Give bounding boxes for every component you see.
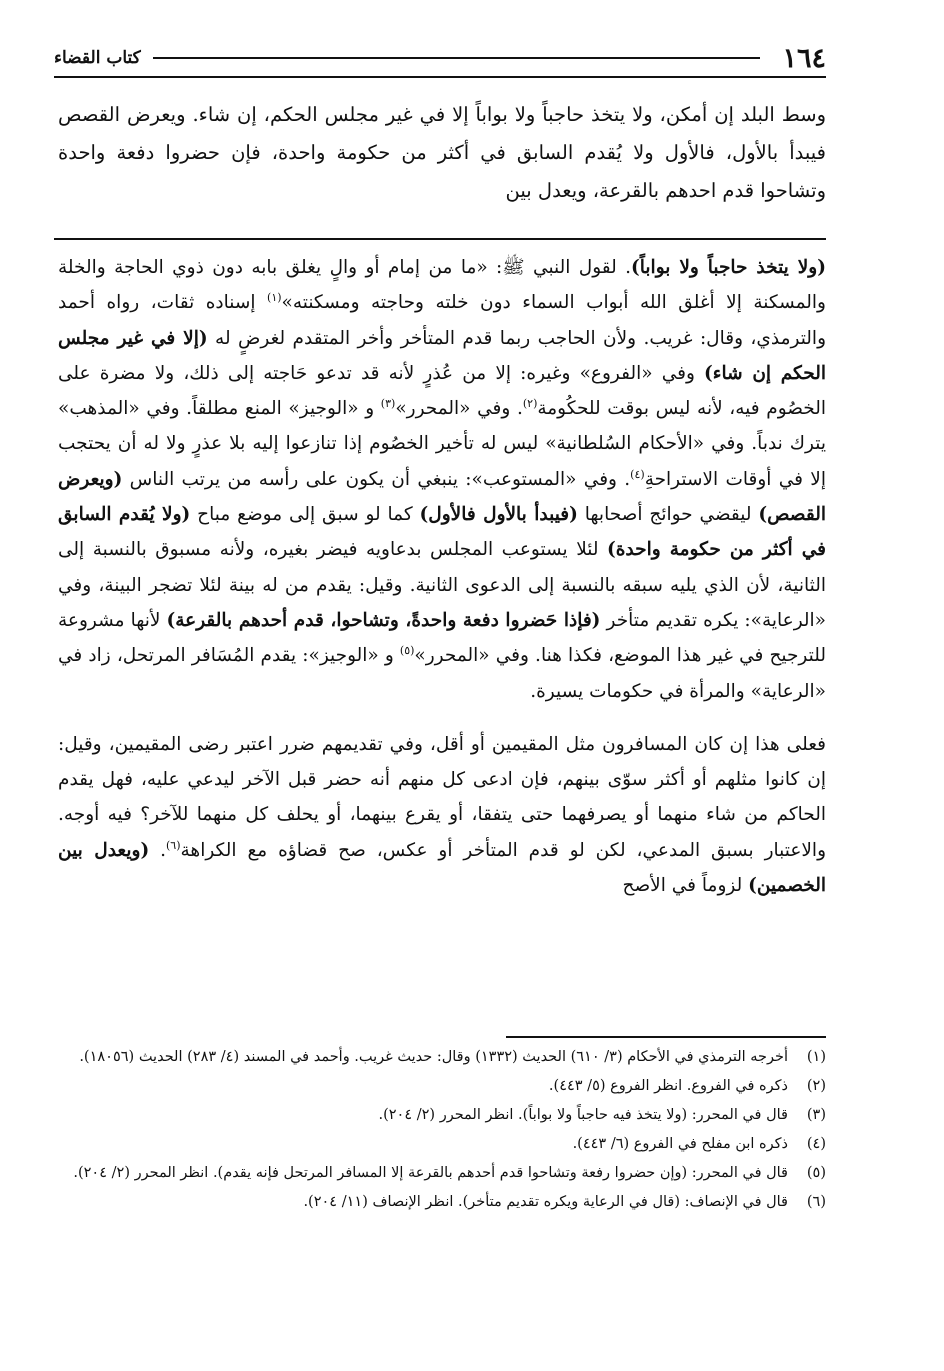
footnote-text: قال في الإنصاف: (قال في الرعاية ويكره تقديم متأخر). انظر الإنصاف (١١/ ٢٠٤). [303,1194,788,1210]
commentary-text: . [149,839,166,861]
footnote-text: قال في المحرر: (وإن حضروا رفعة وتشاحوا قدم أحدهم بالقرعة إلا المسافر المرتحل فإنه يقدم). انظر المحرر (٢/ ٢٠٤). [73,1165,788,1181]
commentary-text: ليقضي حوائج أصحابها [577,504,759,526]
commentary-paragraph [58,727,826,903]
footnote-number: (١) [806,1049,826,1065]
footnote-number: (٢) [806,1078,826,1094]
footnote [58,1131,826,1158]
commentary-text: فعلى هذا إن كان المسافرون مثل المقيمين أو أقل، وفي تقديمهم ضرر اعتبر رضى المقيمين، وقيل: إن كانوا مثلهم أو أكثر سوّى بينهم، فإن ادعى كل منهم أنه حضر قبل الآخر ليدعي عليه، فهل يقدم الحاكم من شاء منهما أو يصرفهما حتى يتفقا، أو يقرع بينهما، أو يحلف كل منهما للآخر؟ فيه أوجه. والاعتبار بسبق المدعي، لكن لو قدم المتأخر أو عكس، صح قضاؤه مع الكراهة [58,733,827,861]
commentary-text: . وفي «المحرر» [395,398,523,420]
footnote [58,1102,826,1129]
footnotes [58,1044,826,1218]
footnote-ref: (٣) [380,397,396,411]
quoted-matn: (إلا في غير مجلس الحكم إن شاء) [58,327,826,384]
footnote-ref: (٢) [522,397,538,411]
footnote [58,1044,826,1071]
footnote-ref: (١) [267,291,282,305]
quoted-matn: (ولا يُقدم السابق في أكثر من حكومة واحدة) [58,504,826,561]
footnote-text: أخرجه الترمذي في الأحكام (٣/ ٦١٠) الحديث (١٣٣٢) وقال: حديث غريب. وأحمد في المسند (٤/ ٢٨٣) الحديث (١٨٠٥٦). [79,1049,788,1065]
commentary-text: . وفي «المستوعب»: ينبغي أن يكون على رأسه من يرتب الناس [122,468,631,490]
page-header [54,40,826,76]
quoted-matn: (ويعرض القصص) [58,468,826,526]
footnote-ref: (٥) [399,644,415,658]
footnote-text: قال في المحرر: (ولا يتخذ فيه حاجباً ولا بواباً). انظر المحرر (٢/ ٢٠٤). [378,1107,788,1123]
text-divider [54,238,826,240]
footnote-ref: (٤) [630,467,645,481]
page-number: ١٦٤ [782,42,826,74]
quoted-matn: (فإذا حَضروا دفعة واحدةً، وتشاحوا، قدم أحدهم بالقرعة) [166,609,601,631]
header-line [153,57,761,59]
footnote-text: ذكره ابن مفلح في الفروع (٦/ ٤٤٣). [572,1136,788,1152]
commentary-text: لأنها مشروعة للترجيح في غير هذا الموضع، فكذا هنا. وفي «المحرر» [58,609,826,667]
commentary-text: لئلا يستوعب المجلس بدعاويه فيضر بغيره، ولأنه مسبوق بالنسبة إلى الثانية، لأن الذي يليه سبقه بالنسبة إلى الدعوى الثانية. وقيل: يقدم من له بينة لئلا تضجر البينة، وفي «الرعاية»: يكره تقديم متأخر [58,539,826,631]
commentary-text: وفي «الفروع» وغيره: إلا من عُذرٍ لأنه قد تدعو حَاجته إلى ذلك، ولا مضرة على الخصُوم فيه، لأنه ليس بوقت للحكُومة [58,362,827,420]
footnote [58,1189,826,1216]
footnote-divider [506,1036,826,1038]
footnote-number: (٣) [806,1107,826,1123]
commentary-text: . لقول النبي ﷺ: «ما من إمام أو والٍ يغلق بابه دون ذوي الحاجة والخلة والمسكنة إلا أغلق الله أبواب السماء دون خلته وحاجته ومسكنته» [58,257,826,314]
commentary-text: كما لو سبق إلى موضع مباح [190,504,420,526]
commentary-text: و «الوجيز»: يقدم المُسَافر المرتحل، زاد في «الرعاية» والمرأة في حكومات يسيرة. [58,645,826,702]
footnote-number: (٦) [806,1194,826,1210]
footnote-text: ذكره في الفروع. انظر الفروع (٥/ ٤٤٣). [548,1078,788,1094]
footnote-number: (٥) [806,1165,826,1181]
footnote-ref: (٦) [166,838,181,852]
quoted-matn: (ويعدل بين الخصمين) [58,839,826,897]
commentary-text: إسناده ثقات، رواه أحمد والترمذي، وقال: غريب. ولأن الحاجب ربما قدم المتأخر وأخر المتقدم لغرضٍ له [58,292,827,349]
commentary-paragraph [58,250,826,709]
footnote [58,1073,826,1100]
commentary [58,250,826,903]
quoted-matn: (ولا يتخذ حاجباً ولا بواباً) [631,257,826,278]
quoted-matn: (فيبدأ بالأول فالأول) [419,504,578,526]
footnote-number: (٤) [806,1136,826,1152]
main-text: وسط البلد إن أمكن، ولا يتخذ حاجباً ولا بواباً إلا في غير مجلس الحكم، إن شاء. ويعرض القصص فيبدأ بالأول، فالأول ولا يُقدم السابق في أكثر من حكومة واحدة، فإن حضروا دفعة واحدة وتشاحوا قدم احدهم بالقرعة، ويعدل بين [58,103,826,202]
header-rule [54,76,826,78]
book-title: كتاب القضاء [54,48,141,68]
footnote [58,1160,826,1187]
commentary-text: و «الوجيز» المنع مطلقاً. وفي «المذهب» يترك ندباً. وفي «الأحكام السُلطانية» ليس له تأخير الخصُوم إذا تنازعوا إليه بلا عذرٍ ولا له أن يحتجب إلا في أوقات الاستراحةِ [58,398,826,490]
commentary-text: لزوماً في الأصح [622,875,749,897]
